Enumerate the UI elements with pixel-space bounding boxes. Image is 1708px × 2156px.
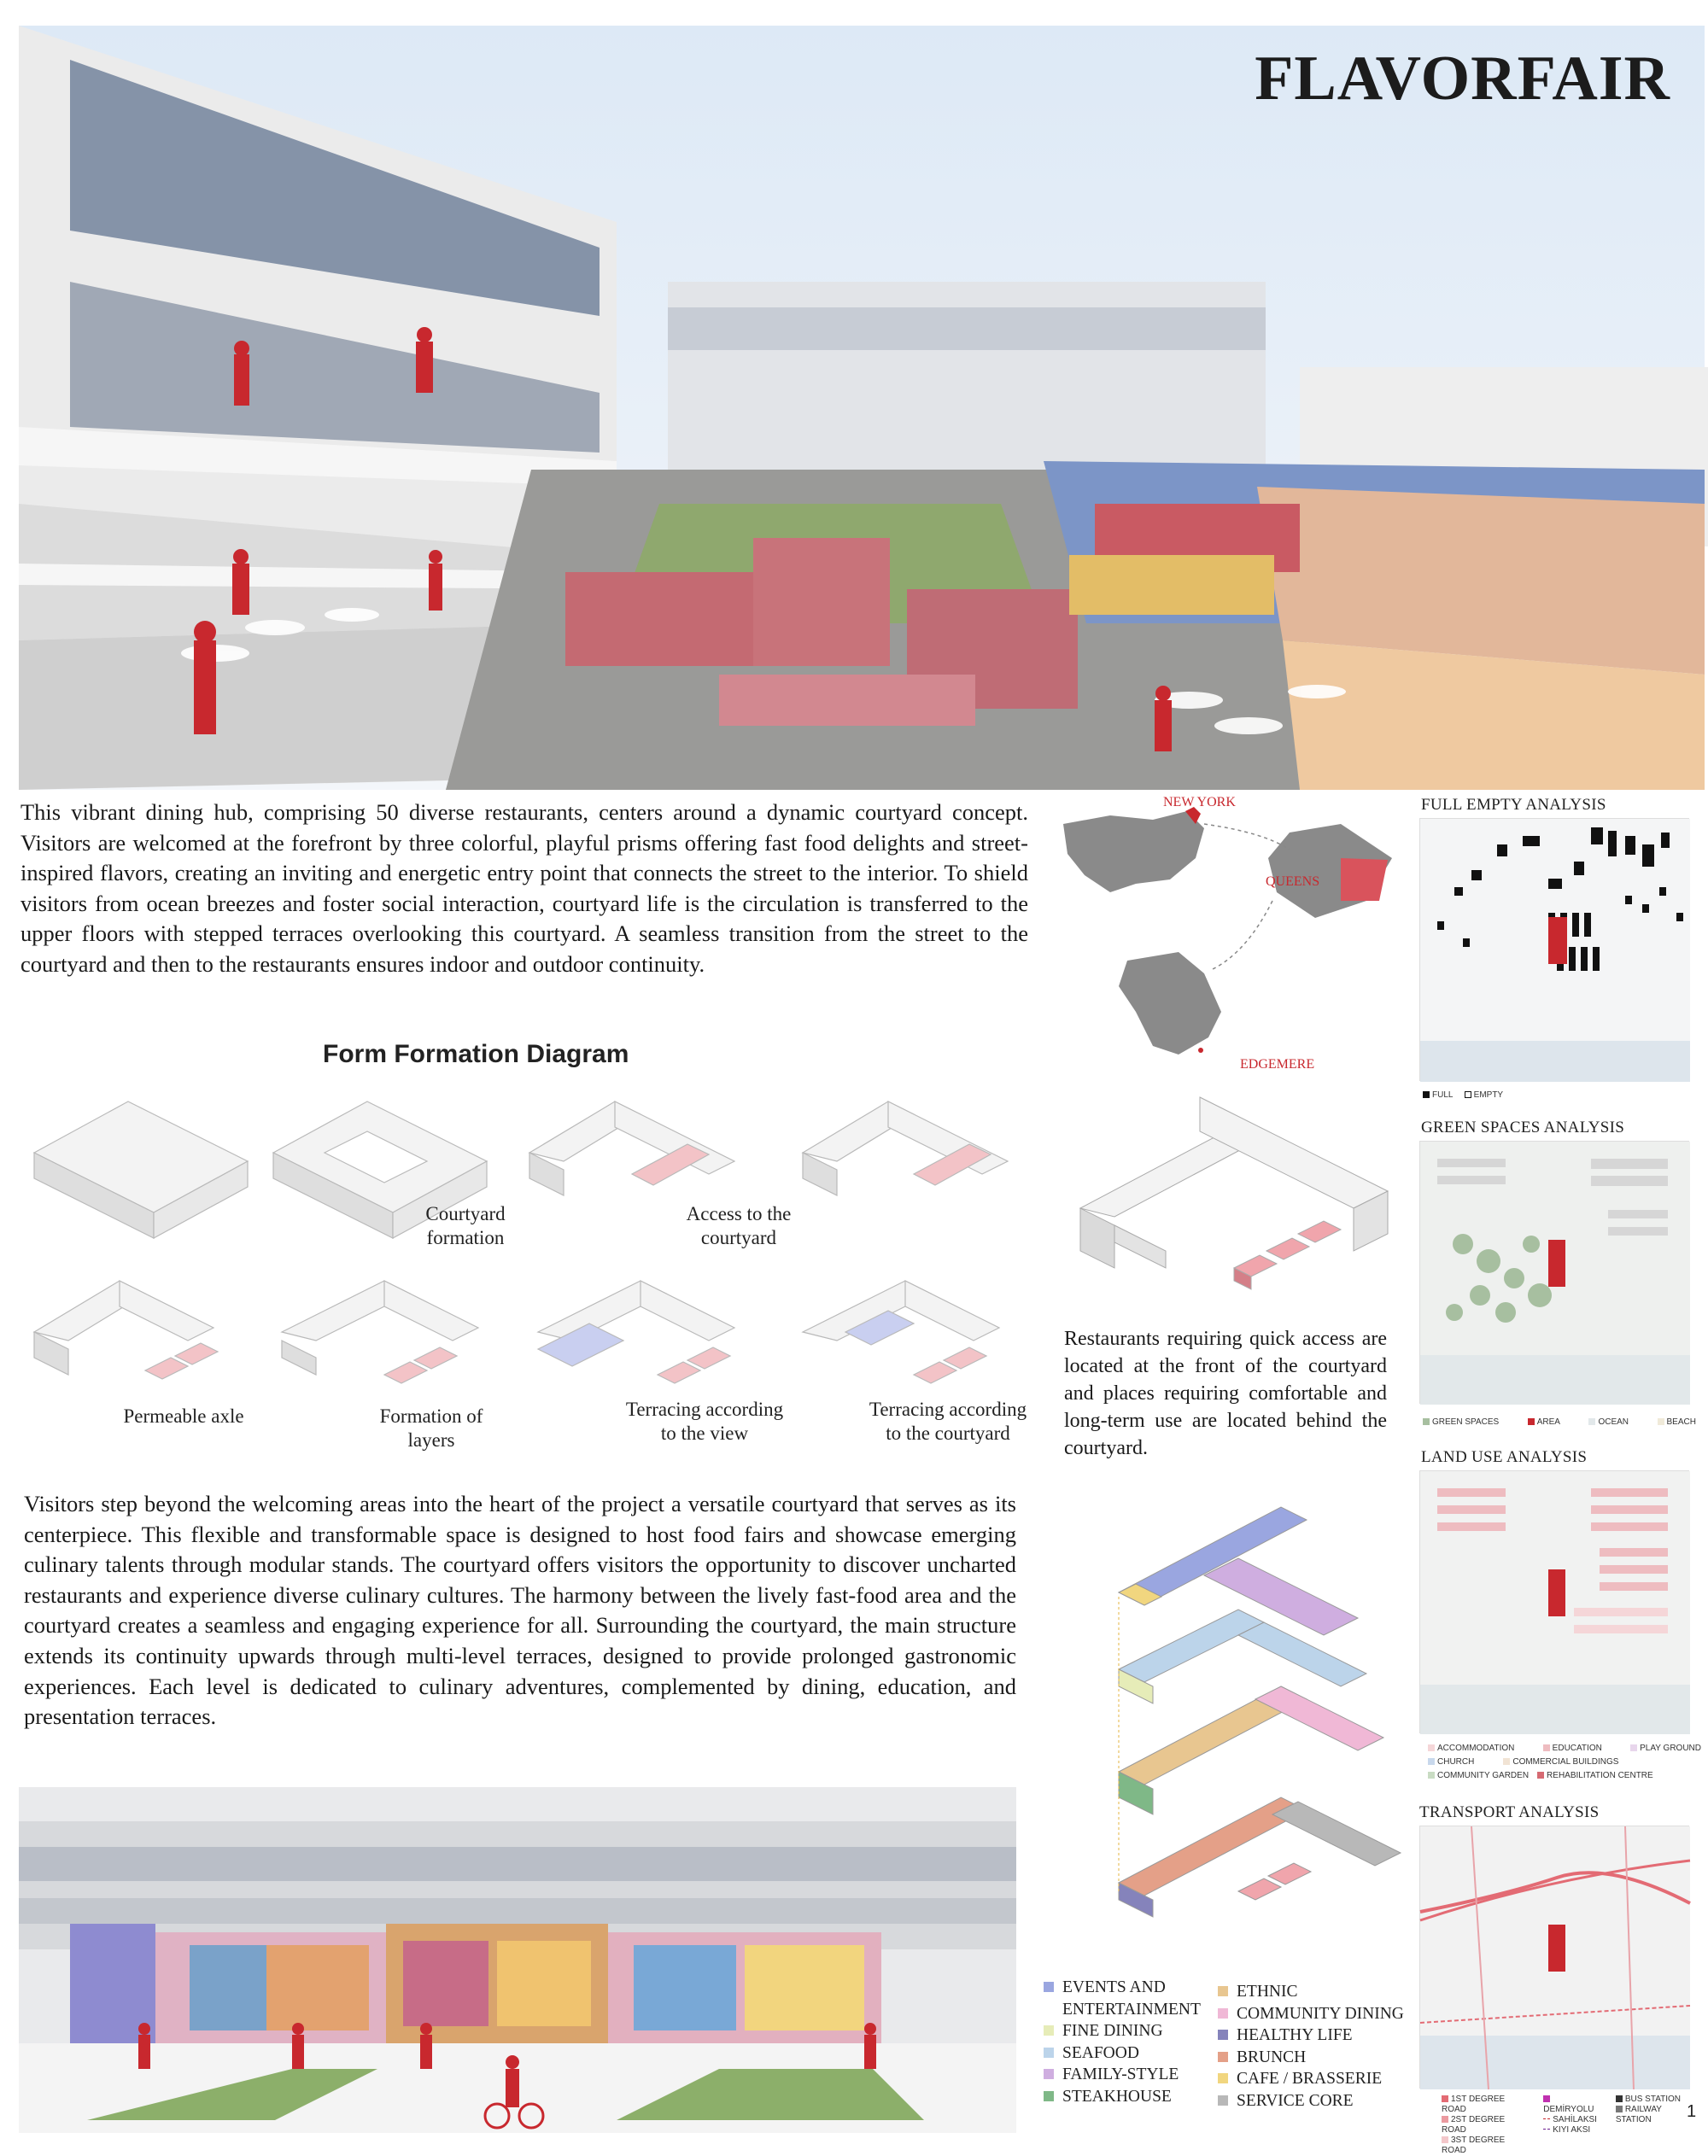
caption-terracing-courtyard: Terracing according to the courtyard (869, 1399, 1027, 1444)
page-number: 1 (1687, 2102, 1697, 2121)
legend-land-use: ACCOMMODATION EDUCATION PLAY GROUND CHURCH COMMERCIAL BUILDINGS COMMUNITY GARDEN REHABILITATION CENTRE (1428, 1742, 1701, 1783)
analysis-title-green-spaces: GREEN SPACES ANALYSIS (1421, 1119, 1625, 1136)
caption-formation-layers: Formation of layers (379, 1405, 483, 1451)
analysis-title-full-empty: FULL EMPTY ANALYSIS (1421, 796, 1606, 814)
legend-community-dining: COMMUNITY DINING (1218, 2003, 1423, 2025)
exploded-floor-diagram (1085, 1490, 1401, 1943)
caption-courtyard-formation: Courtyard formation (425, 1203, 506, 1248)
label-new-york: NEW YORK (1163, 795, 1236, 809)
legend-green-spaces: GREEN SPACES AREA OCEAN BEACH (1423, 1417, 1696, 1427)
location-map (1059, 798, 1401, 1080)
hero-render-image (19, 26, 1705, 790)
legend-service-core: SERVICE CORE (1218, 2090, 1423, 2112)
massing-step-7 (538, 1281, 734, 1383)
massing-layers-diagram (1072, 1097, 1396, 1294)
label-queens: QUEENS (1266, 874, 1320, 889)
land-use-map (1419, 1470, 1689, 1733)
restaurants-paragraph: Restaurants requiring quick access are located at the front of the courtyard and places requiring comfortable and long-term use are located behind the courtyard. (1064, 1328, 1387, 1459)
legend-events: EVENTS AND ENTERTAINMENT (1044, 1977, 1223, 2020)
courtyard-paragraph: Visitors step beyond the welcoming areas into the heart of the project a versatile courtyard that serves as its centerpiece. This flexible and transformable space is designed to host food fairs and showcase emerging culinary talents through modular stands. The courtyard offers visitors the opportunity to discover uncharted restaurants and experience diverse culinary cultures. The harmony between the lively fast-food area and the courtyard creates a seamless and engaging experience for all. Surrounding the courtyard, the main structure extends its continuity upwards through multi-level terraces, designed to provide prolonged gastronomic experiences. Each level is dedicated to culinary adventures, complemented by dining, education, and presentation terraces. (24, 1491, 1016, 1730)
massing-step-1 (34, 1101, 248, 1238)
legend-brunch: BRUNCH (1218, 2047, 1423, 2069)
caption-permeable-axle: Permeable axle (123, 1405, 244, 1427)
caption-access-courtyard: Access to the courtyard (686, 1203, 792, 1248)
courtyard-render-image (19, 1787, 1016, 2133)
project-title: FLAVORFAIR (1255, 44, 1670, 114)
label-edgemere: EDGEMERE (1240, 1057, 1315, 1072)
legend-cafe: CAFE / BRASSERIE (1218, 2068, 1423, 2090)
analysis-title-land-use: LAND USE ANALYSIS (1421, 1448, 1588, 1466)
full-empty-map (1419, 818, 1689, 1081)
legend-ethnic: ETHNIC (1218, 1981, 1423, 2003)
legend-steakhouse: STEAKHOUSE (1044, 2086, 1223, 2108)
category-legend-left (1044, 1977, 1223, 2107)
green-spaces-map (1419, 1141, 1689, 1404)
legend-transport: 1ST DEGREE ROAD 2ST DEGREE ROAD 3ST DEGREE ROAD DEMİRYOLU SAHİLAKSI KIYI AKSI BUS STATION RAILWAY STATION (1442, 2095, 1682, 2155)
legend-fine-dining: FINE DINING (1044, 2020, 1223, 2042)
massing-step-5 (34, 1281, 218, 1379)
legend-healthy-life: HEALTHY LIFE (1218, 2025, 1423, 2047)
legend-seafood: SEAFOOD (1044, 2042, 1223, 2065)
analysis-title-transport: TRANSPORT ANALYSIS (1419, 1803, 1600, 1821)
form-formation-heading: Form Formation Diagram (323, 1040, 629, 1068)
transport-map (1419, 1826, 1689, 2089)
legend-full-empty: FULL EMPTY (1423, 1090, 1503, 1100)
legend-family-style: FAMILY-STYLE (1044, 2064, 1223, 2086)
massing-step-3 (529, 1101, 734, 1195)
massing-step-6 (282, 1281, 478, 1383)
massing-step-8 (803, 1281, 999, 1383)
massing-step-4 (803, 1101, 1008, 1195)
intro-paragraph: This vibrant dining hub, comprising 50 diverse restaurants, centers around a dynamic courtyard concept. Visitors are welcomed at the forefront by three colorful, playful prisms offering fast food delights and street-inspired flavors, creating an inviting and energetic entry point that connects the street to the interior. To shield visitors from ocean breezes and foster social interaction, courtyard life is the circulation is transferred to the upper floors with stepped terraces overlooking this courtyard. A seamless transition from the street to the courtyard and then to the restaurants ensures indoor and outdoor continuity. (20, 799, 1028, 977)
caption-terracing-view: Terracing according to the view (625, 1399, 784, 1444)
category-legend-right (1218, 1981, 1423, 2112)
